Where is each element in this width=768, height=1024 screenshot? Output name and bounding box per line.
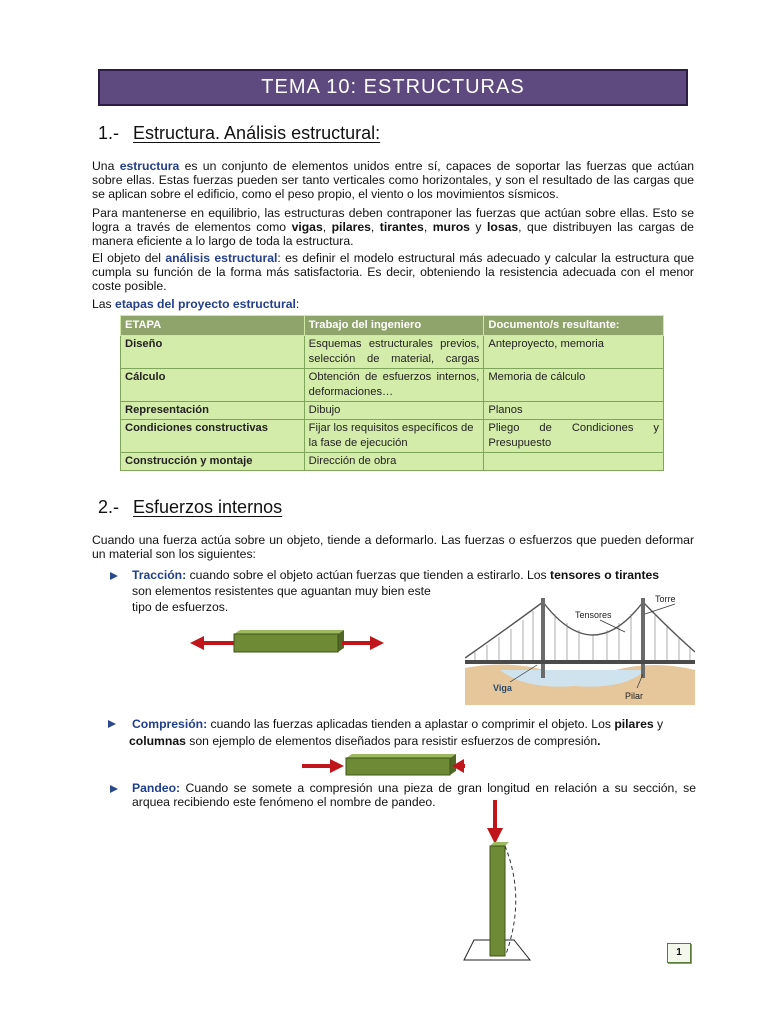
compression-diagram bbox=[300, 754, 465, 778]
keyword: etapas del proyecto estructural bbox=[115, 297, 296, 311]
text: : es definir el modelo estructural más adecuado y calcular la estructura que cumpla su función de la forma más satisfactoria. Es decir, obteniendo la resistencia adecuada con el menor coste posible. bbox=[92, 251, 695, 293]
tower-right bbox=[641, 598, 645, 678]
column bbox=[490, 846, 505, 956]
table-header-row bbox=[121, 316, 664, 336]
table-row bbox=[121, 420, 664, 453]
arrow-left-icon bbox=[190, 636, 204, 650]
section-2-number: 2.- bbox=[98, 497, 120, 517]
text: , bbox=[370, 220, 380, 234]
keyword: vigas bbox=[291, 220, 323, 234]
beam bbox=[234, 634, 338, 652]
table-cell: Anteproyecto, memoria bbox=[484, 336, 664, 369]
compresion-line-2 bbox=[129, 734, 693, 748]
paragraph-equilibrio bbox=[92, 206, 694, 248]
traccion-line-2: son elementos resistentes que aguantan muy bien este bbox=[132, 584, 431, 598]
main-cable-left bbox=[465, 602, 543, 658]
text: Una bbox=[92, 159, 120, 173]
section-2-heading bbox=[98, 497, 282, 518]
text: son ejemplo de elementos diseñados para resistir esfuerzos de compresión bbox=[185, 734, 598, 748]
tower-left bbox=[541, 598, 545, 678]
arrow-right-icon bbox=[370, 636, 384, 650]
text: Cuando se somete a compresión una pieza de gran longitud en relación a su sección, se arquea recibiendo este fenómeno el nombre de pandeo. bbox=[132, 781, 696, 809]
traccion-line-1 bbox=[132, 568, 696, 582]
label-tensores: Tensores bbox=[575, 610, 612, 620]
table-row bbox=[121, 453, 664, 471]
compresion-line-1 bbox=[132, 717, 696, 731]
table-cell: Obtención de esfuerzos internos, deformaciones… bbox=[304, 369, 484, 402]
keyword: muros bbox=[432, 220, 470, 234]
label-viga: Viga bbox=[493, 683, 512, 693]
table-header-cell: Documento/s resultante: bbox=[484, 316, 664, 336]
arrow-right-icon bbox=[330, 759, 344, 773]
table-row bbox=[121, 336, 664, 369]
table-cell: Planos bbox=[484, 402, 664, 420]
pandeo-label: Pandeo: bbox=[132, 781, 181, 795]
section-1-heading bbox=[98, 123, 380, 144]
section-1-title: Estructura. Análisis estructural: bbox=[133, 123, 381, 143]
text: Las bbox=[92, 297, 116, 311]
label-pilar: Pilar bbox=[625, 691, 644, 701]
text: es un conjunto de elementos unidos entre sí, capaces de soportar las fuerzas que actúan sobre ellas. Estas fuerzas pueden ser tanto verticales como horizontales, y son el resultado de las cargas que se aplican sobre el edificio, como el peso propio, el viento o los movimientos sísmicos. bbox=[92, 159, 695, 201]
table-cell bbox=[484, 453, 664, 471]
table-header-cell: Trabajo del ingeniero bbox=[304, 316, 484, 336]
bullet-arrow-icon bbox=[110, 572, 118, 580]
section-1-number: 1.- bbox=[98, 123, 120, 143]
etapas-table bbox=[120, 315, 664, 471]
paragraph-estructura bbox=[92, 159, 694, 201]
table-cell: Memoria de cálculo bbox=[484, 369, 664, 402]
page-title: TEMA 10: ESTRUCTURAS bbox=[261, 76, 525, 98]
traccion-line-3: tipo de esfuerzos. bbox=[132, 600, 229, 614]
text: , bbox=[423, 220, 433, 234]
keyword: pilares bbox=[614, 717, 654, 731]
deck bbox=[465, 660, 695, 664]
beam bbox=[346, 758, 450, 775]
text: El objeto del bbox=[92, 251, 166, 265]
page-number: 1 bbox=[667, 943, 691, 963]
paragraph-etapas bbox=[92, 297, 694, 311]
main-cable-right bbox=[643, 602, 695, 652]
text: y bbox=[469, 220, 487, 234]
text: Para mantenerse en equilibrio, las estructuras deben contraponer las fuerzas que actúan sobre ellas. Esto se logra a través de elementos como bbox=[92, 206, 694, 234]
table-row bbox=[121, 369, 664, 402]
table-row bbox=[121, 402, 664, 420]
page-title-banner bbox=[98, 69, 688, 106]
traction-diagram bbox=[188, 628, 386, 656]
keyword: columnas bbox=[129, 734, 186, 748]
suspension-bridge-illustration bbox=[465, 590, 695, 705]
text: y bbox=[653, 717, 664, 731]
table-header-cell: ETAPA bbox=[121, 316, 305, 336]
table-cell: Condiciones constructivas bbox=[121, 420, 305, 453]
text: : bbox=[295, 297, 300, 311]
bullet-arrow-icon bbox=[110, 785, 118, 793]
table-cell: Representación bbox=[121, 402, 305, 420]
keyword: losas bbox=[487, 220, 519, 234]
table-cell: Fijar los requisitos específicos de la fase de ejecución bbox=[304, 420, 484, 453]
table-cell: Dirección de obra bbox=[304, 453, 484, 471]
arrow-down-icon bbox=[487, 828, 503, 844]
pandeo-paragraph bbox=[132, 781, 696, 809]
beam-top bbox=[346, 754, 456, 758]
text: . bbox=[597, 734, 601, 748]
table-cell: Cálculo bbox=[121, 369, 305, 402]
table-cell: Dibujo bbox=[304, 402, 484, 420]
bullet-arrow-icon bbox=[108, 720, 116, 728]
table-cell: Diseño bbox=[121, 336, 305, 369]
text: cuando sobre el objeto actúan fuerzas que tienden a estirarlo. Los bbox=[186, 568, 551, 582]
paragraph-esfuerzos-intro: Cuando una fuerza actúa sobre un objeto, tiende a deformarlo. Las fuerzas o esfuerzos que pueden deformar un material son los siguientes: bbox=[92, 533, 694, 561]
keyword: tensores o tirantes bbox=[550, 568, 660, 582]
buckling-diagram bbox=[460, 798, 540, 966]
text: cuando las fuerzas aplicadas tienden a aplastar o comprimir el objeto. Los bbox=[207, 717, 615, 731]
table-cell: Pliego de Condiciones y Presupuesto bbox=[484, 420, 664, 453]
label-torre: Torre bbox=[655, 594, 676, 604]
keyword: análisis estructural bbox=[165, 251, 278, 265]
beam-top bbox=[234, 630, 344, 634]
keyword: estructura bbox=[119, 159, 180, 173]
column-top bbox=[490, 842, 509, 846]
deflection-curve bbox=[505, 846, 516, 954]
table-cell: Esquemas estructurales previos, selección de material, cargas bbox=[304, 336, 484, 369]
keyword: pilares bbox=[331, 220, 371, 234]
table-cell: Construcción y montaje bbox=[121, 453, 305, 471]
text: , bbox=[322, 220, 332, 234]
paragraph-analisis bbox=[92, 251, 694, 293]
section-2-title: Esfuerzos internos bbox=[133, 497, 283, 517]
keyword: tirantes bbox=[379, 220, 424, 234]
text: , que distribuyen las cargas de manera eficiente a lo largo de toda la estructura. bbox=[92, 220, 694, 248]
compresion-label: Compresión: bbox=[132, 717, 208, 731]
traccion-label: Tracción: bbox=[132, 568, 187, 582]
